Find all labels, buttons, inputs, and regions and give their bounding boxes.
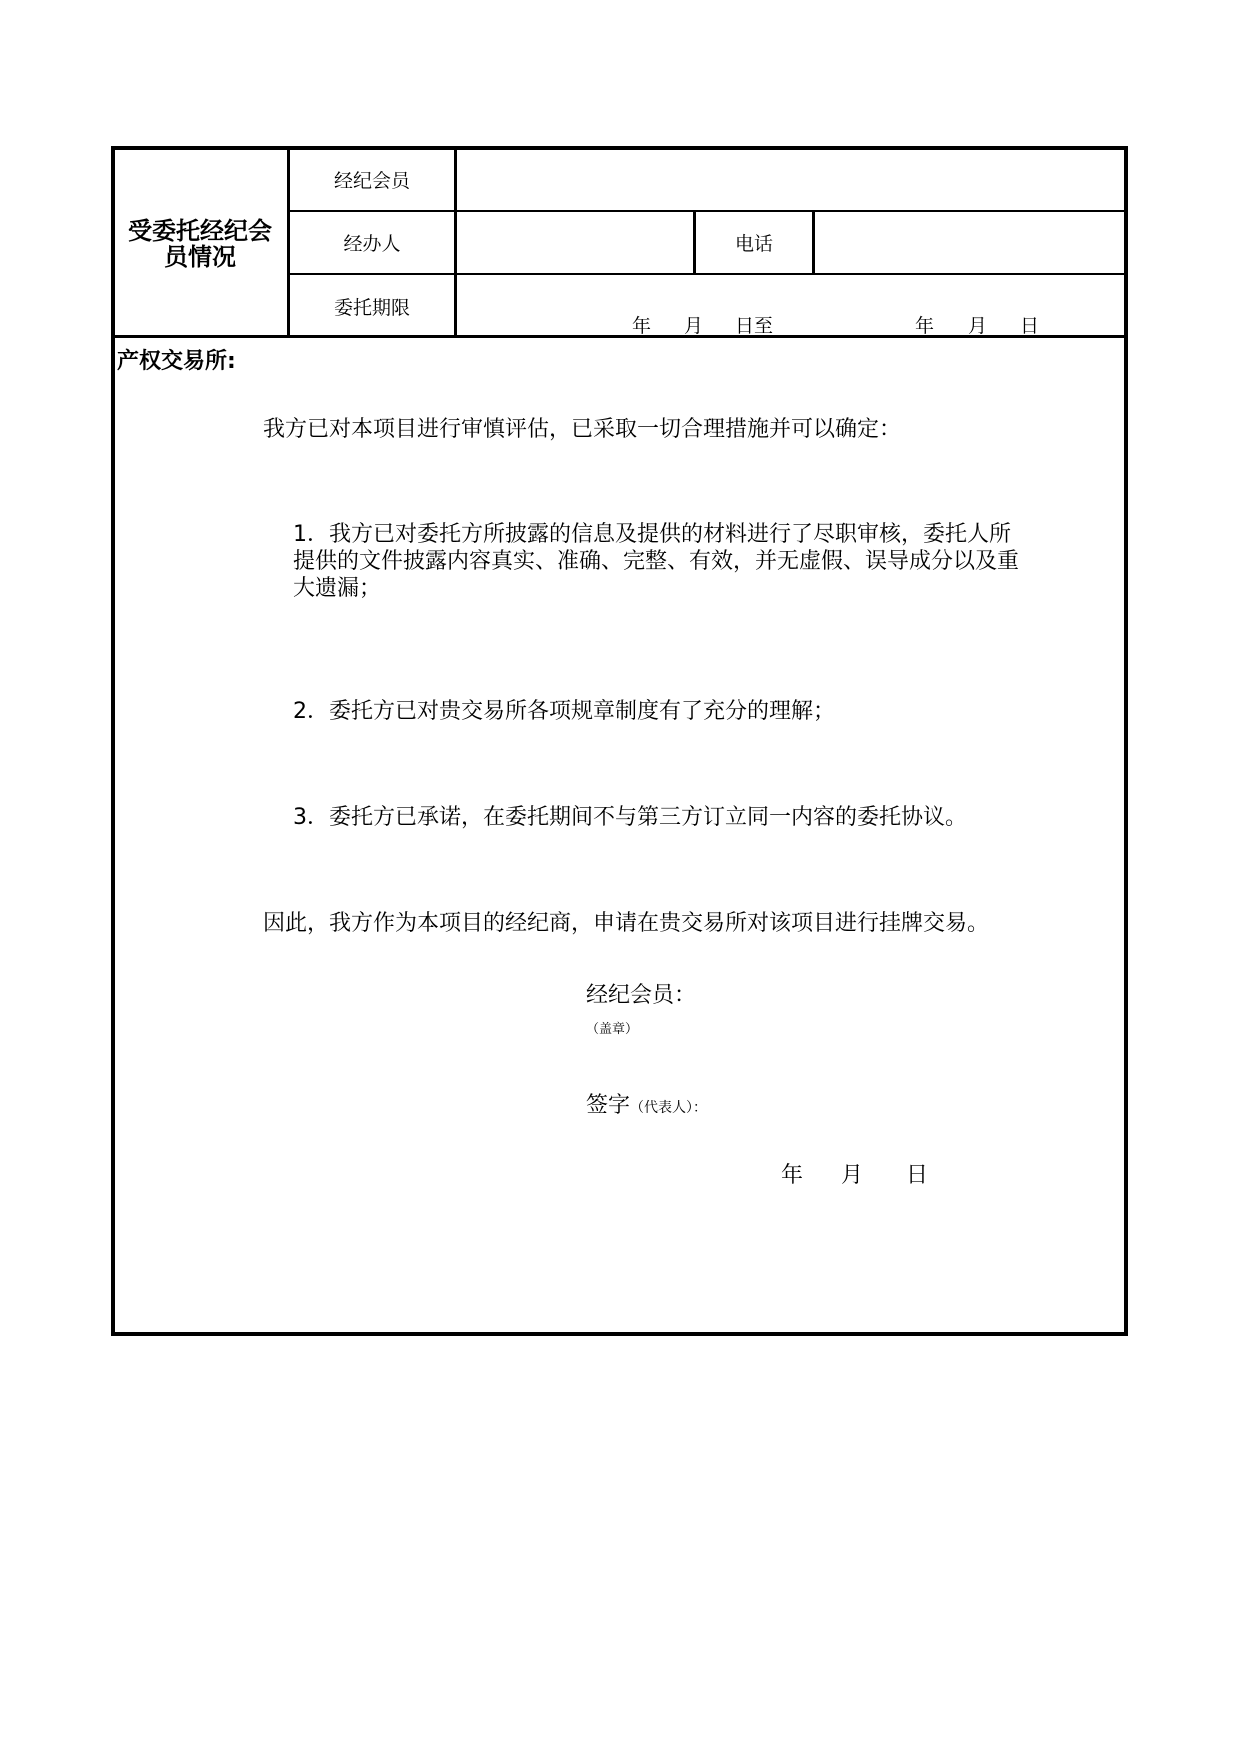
item-2: 2．委托方已对贵交易所各项规章制度有了充分的理解； bbox=[293, 699, 835, 724]
item-1-line3: 大遗漏； bbox=[293, 576, 382, 601]
conclusion-paragraph: 因此，我方作为本项目的经纪商，申请在贵交易所对该项目进行挂牌交易。 bbox=[263, 911, 990, 936]
item-1-line1: 1．我方已对委托方所披露的信息及提供的材料进行了尽职审核，委托人所 bbox=[293, 522, 1011, 547]
signature-label: 签字 bbox=[586, 1093, 631, 1118]
section-title-line2: 员情况 bbox=[164, 243, 236, 271]
item-1-line2: 提供的文件披露内容真实、准确、完整、有效，并无虚假、误导成分以及重 bbox=[293, 549, 1020, 574]
period-start-year: 年 bbox=[632, 315, 652, 337]
broker-member-label: 经纪会员 bbox=[333, 169, 410, 192]
section-title-line1: 受委托经纪会 bbox=[128, 217, 272, 245]
signature-note: （代表人）： bbox=[630, 1100, 708, 1116]
handler-field[interactable] bbox=[457, 212, 693, 273]
signature-line bbox=[586, 1088, 707, 1119]
sign-date-day: 日 bbox=[906, 1163, 929, 1188]
period-end-year: 年 bbox=[915, 315, 935, 337]
seal-note: （盖章） bbox=[586, 1022, 639, 1037]
intro-paragraph: 我方已对本项目进行审慎评估，已采取一切合理措施并可以确定： bbox=[263, 417, 902, 442]
phone-field[interactable] bbox=[815, 212, 1126, 273]
handler-label: 经办人 bbox=[343, 233, 401, 255]
sign-date-month: 月 bbox=[841, 1163, 864, 1188]
sign-member-label: 经纪会员： bbox=[586, 983, 697, 1008]
period-end-month: 月 bbox=[968, 315, 988, 337]
period-start-month: 月 bbox=[684, 315, 704, 337]
period-end-day: 日 bbox=[1020, 315, 1040, 337]
addressee: 产权交易所: bbox=[117, 349, 236, 374]
period-label: 委托期限 bbox=[333, 297, 410, 319]
section-title bbox=[116, 218, 284, 270]
sign-date-year: 年 bbox=[781, 1163, 804, 1188]
item-1 bbox=[293, 521, 1019, 602]
item-3: 3．委托方已承诺，在委托期间不与第三方订立同一内容的委托协议。 bbox=[293, 805, 967, 830]
broker-member-field[interactable] bbox=[457, 148, 1126, 210]
phone-label: 电话 bbox=[734, 233, 773, 255]
period-start-day-to: 日至 bbox=[735, 315, 774, 337]
